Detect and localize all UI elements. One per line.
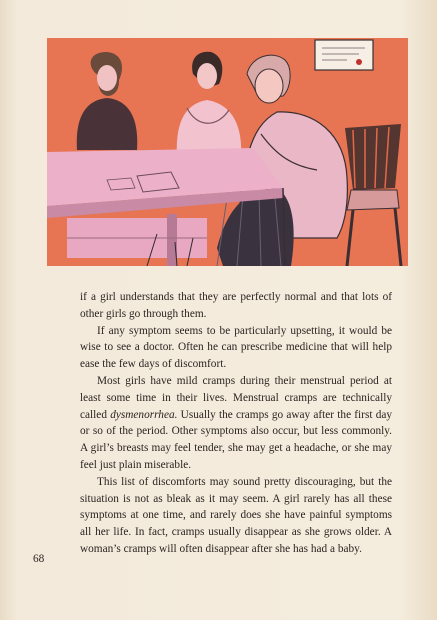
doctor-consultation-illustration: [47, 38, 408, 266]
paragraph-1: if a girl understands that they are perfectly normal and that lots of other girls go through them.: [80, 291, 392, 320]
body-text: [80, 289, 392, 558]
paragraph-3-rest: Usually the cramps go away after the first day or so of the period. Other symptoms also occur, but less commonly. A girl’s breasts may feel tender, she may get a headache, or she may feel just plain miserable.: [80, 408, 393, 471]
paragraph-3: [80, 373, 392, 474]
framed-diploma: [315, 40, 373, 70]
paragraph-3-lead: Most girls have mild cramps during their menstrual period at least some time in their lives. Menstrual cramps are technically called: [80, 374, 392, 421]
illustration-drawing: [47, 38, 408, 266]
paragraph-4: This list of discomforts may sound pretty discouraging, but the situation is not as bleak as it may seem. A girl rarely has all these symptoms at one time, and rarely does she have painful symptoms all her life. In fact, cramps usually disappear as she grows older. A woman’s cramps will often disappear after she has had a baby.: [80, 475, 392, 555]
paragraph-2: If any symptom seems to be particularly upsetting, it would be wise to see a doctor. Often he can prescribe medicine that will help ease the few days of discomfort.: [80, 324, 392, 371]
paragraph-3-term: dysmenorrhea.: [110, 408, 178, 421]
page-number: 68: [33, 553, 45, 565]
